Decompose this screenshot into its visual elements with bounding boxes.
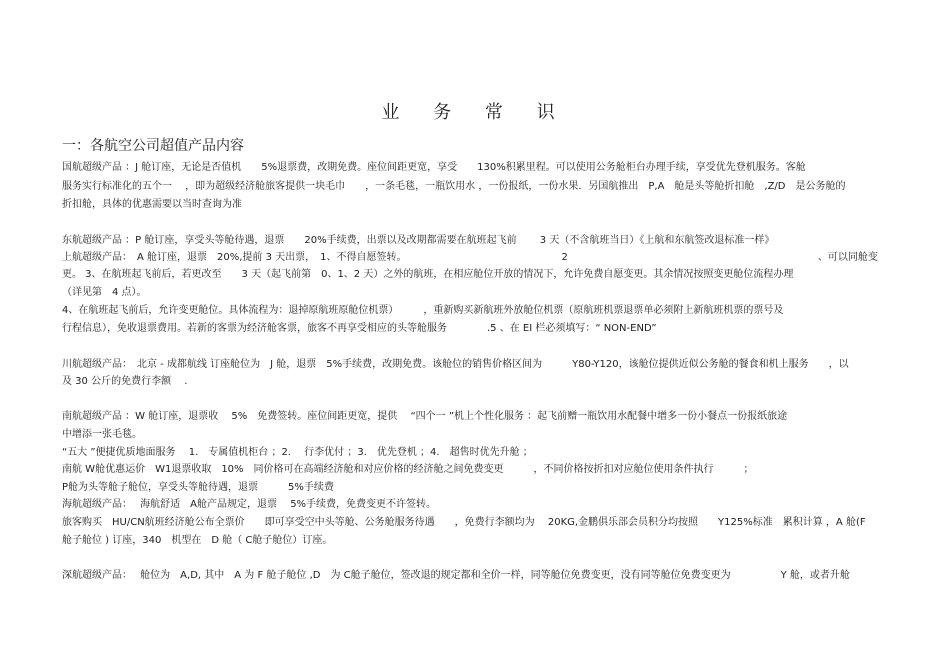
- text-line-shanghang-1: 上航超级产品： A 舱订座，退票 20%,提前 3 天出票， 1、不得自愿签转。 2 、可以同舱变: [62, 252, 878, 263]
- text-line-guohang-2: 服务实行标准化的五个一 ，即为超级经济舱旅客提供一块毛巾 ，一条毛毯，一瓶饮用水 ，一份报纸，一份水果．另国航推出 P,A 舱是头等舱折扣舱 ,Z/D 是公务舱的: [62, 181, 846, 192]
- text-line-nanhang-1: 南航超级产品 ：W 舱订座，退票收 5% 免费签转。座位间距更宽，提供 “四个一 ”机上个性化服务 ：起飞前赠一瓶饮用水配餐中增多一份小餐点一份报纸旅途: [62, 411, 788, 422]
- text-line-donghang: 东航超级产品 ：P 舱订座，享受头等舱待遇，退票 20%手续费，出票以及改期都需要在航班起飞前 3 天（不含航班当日）《上航和东航签改退标准一样》: [62, 235, 775, 246]
- text-line-nanhang-4: 南航 W舱优惠运价 W1退票收取 10% 同价格可在高端经济舱和对应价格的经济舱之间免费变更 ，不同价格按折扣对应舱位使用条件执行 ；: [62, 464, 754, 475]
- text-line-shanghang-3: （详见第 4 点）。: [62, 287, 147, 298]
- text-line-chuanhang-2: 及 30 公斤的免费行李额 .: [62, 376, 188, 387]
- text-line-shanghang-5: 行程信息），免收退票费用。若新的客票为经济舱客票，旅客不再享受相应的头等舱服务 .5 、在 EI 栏必须填写：“ NON-END”: [62, 323, 657, 334]
- text-line-shenhang-1: 深航超级产品： 舱位为 A,D, 其中 A 为 F 舱子舱位 ,D 为 C舱子舱位，签改退的规定都和全价一样，同等舱位免费变更，没有同等舱位免费变更为 Y 舱，或者升舱: [62, 570, 850, 581]
- page-title: 业 务 常 识: [381, 102, 569, 123]
- text-line-chuanhang-1: 川航超级产品： 北京 - 成都航线 订座舱位为 J 舱，退票 5%手续费，改期免费。该舱位的销售价格区间为 Y80-Y120，该舱位提供近似公务舱的餐食和机上服务 ，以: [62, 359, 849, 370]
- text-line-hainan-1: 海航超级产品： 海航舒适 A舱产品规定，退票 5%手续费，免费变更不许签转。: [62, 499, 437, 510]
- text-line-guohang-1: 国航超级产品 ：J 舱订座，无论是否值机 5%退票费，改期免费。座位间距更宽，享受 130%积累里程。可以使用公务舱柜台办理手续，享受优先登机服务。客舱: [62, 162, 806, 173]
- text-line-guohang-3: 折扣舱，具体的优惠需要以当时查询为准: [62, 199, 242, 210]
- text-line-nanhang-3: “五大 ”便捷优质地面服务 1. 专属值机柜台 ；2. 行李优付 ；3. 优先登机 ；4. 超售时优先升舱 ；: [62, 447, 533, 458]
- text-line-nanhang-2: 中增添一张毛毯。: [62, 429, 142, 440]
- text-line-shanghang-4: 4、在航班起飞前后，允许变更舱位。具体流程为：退掉原航班原舱位机票） ，重新购买新航班外放舱位机票（原航班机票退票单必须附上新航班机票的票号及: [62, 305, 784, 316]
- text-line-shanghang-2: 更。 3、在航班起飞前后，若更改至 3 天（起飞前第 0、1、2 天）之外的航班，在相应舱位开放的情况下，允许免费自愿变更。其余情况按照变更舱位流程办理: [62, 269, 794, 280]
- text-line-hainan-3: 舱子舱位 ) 订座，340 机型在 D 舱（ C舱子舱位）订座。: [62, 535, 333, 546]
- section-heading: 一：各航空公司超值产品内容: [62, 138, 244, 154]
- text-line-nanhang-5: P舱为头等舱子舱位，享受头等舱待遇，退票 5%手续费: [62, 482, 334, 493]
- text-line-hainan-2: 旅客购买 HU/CN航班经济舱公布全票价 即可享受空中头等舱、公务舱服务待遇 ，免费行李额均为 20KG,金鹏俱乐部会员积分均按照 Y125%标准 累积计算 ，A 舱(F: [62, 517, 866, 528]
